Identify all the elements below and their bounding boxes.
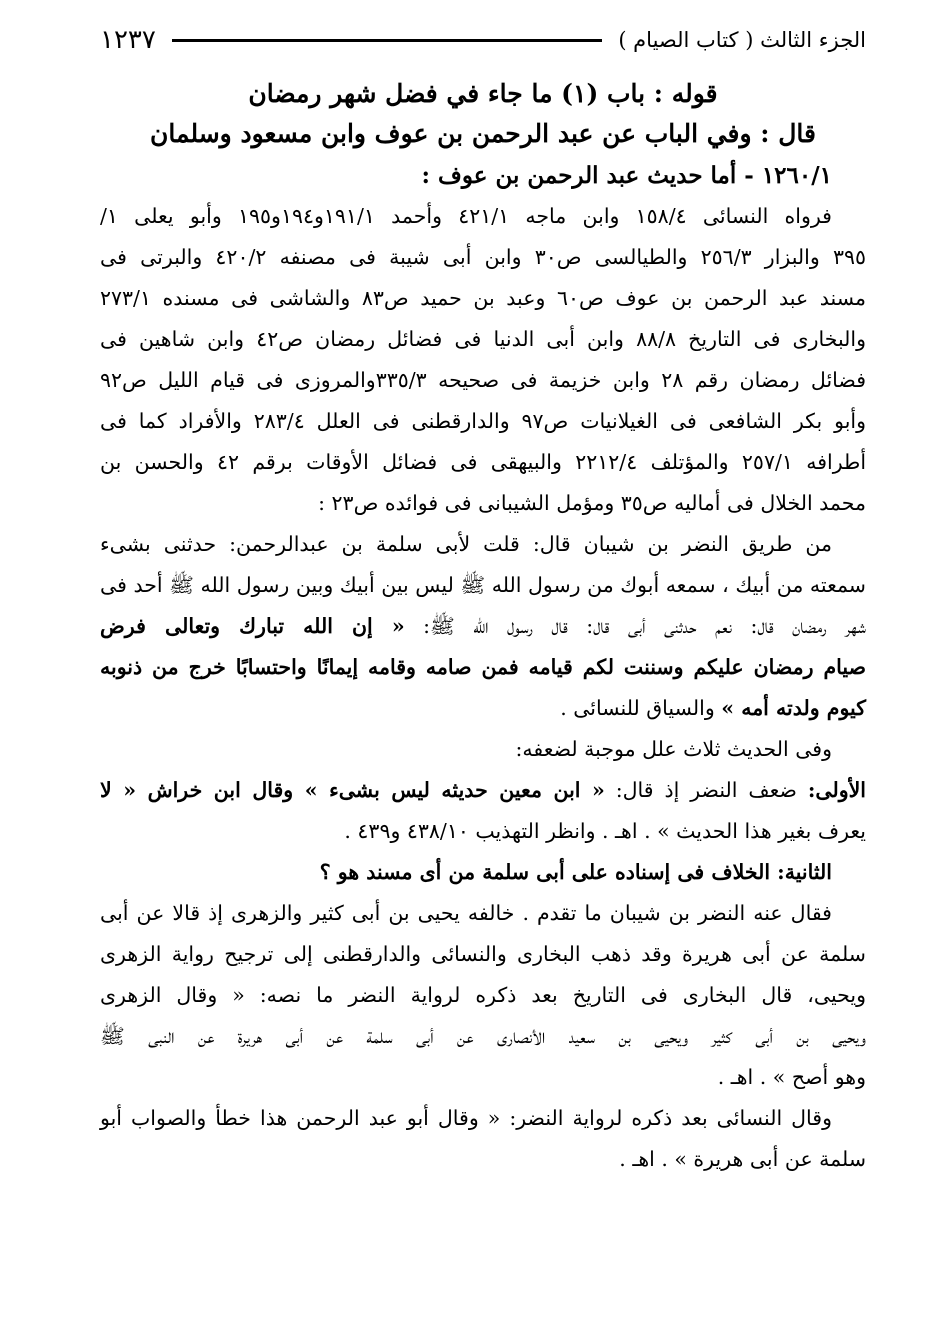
text-line [100, 606, 866, 647]
isnad-text: شهر رمضان قال: نعم حدثنى أبى قال: قال رسول الله ﷺ: [404, 614, 866, 638]
text-line: وقال النسائى بعد ذكره لرواية النضر: « وقال أبو عبد الرحمن هذا خطأ والصواب أبو [100, 1106, 832, 1130]
chapter-subheading: قال : وفي الباب عن عبد الرحمن بن عوف وابن مسعود وسلمان [150, 119, 816, 148]
text-line: من طريق النضر بن شيبان قال: قلت لأبى سلمة بن عبدالرحمن: حدثنى بشىء [100, 532, 832, 556]
first-illa [100, 770, 866, 852]
text-line: يعرف بغير هذا الحديث » . اهـ . وانظر التهذيب ٤٣٨/١٠ و٤٣٩ . [344, 819, 866, 843]
illa-label: الأولى: [807, 778, 866, 802]
page-number: ١٢٣٧ [100, 25, 156, 55]
hadith-matn: « إن الله تبارك وتعالى فرض [100, 614, 405, 638]
text-line: سلمة عن أبى هريرة وقد ذهب البخارى والنسائى والدارقطنى إلى ترجيح رواية الزهرى [100, 942, 866, 966]
text-line [100, 770, 866, 811]
text-line: ويحيى، قال البخارى فى التاريخ بعد ذكره لرواية النضر ما نصه: « وقال الزهرى [100, 983, 866, 1007]
running-header [100, 22, 866, 58]
running-title: الجزء الثالث ( كتاب الصيام ) [618, 28, 866, 52]
hadith-matn: كيوم ولدته أمه » [721, 696, 866, 720]
text-line: والبخارى فى التاريخ ٨٨/٨ وابن أبى الدنيا فى فضائل رمضان ص٤٢ وابن شاهين فى [100, 327, 866, 351]
page-body [100, 74, 866, 1180]
text-line [100, 688, 866, 729]
second-illa-paragraph [100, 893, 866, 1098]
hadith-heading: ١٢٦٠/١ - أما حديث عبد الرحمن بن عوف : [421, 162, 832, 189]
text-line: مسند عبد الرحمن بن عوف ص٦٠ وعبد بن حميد ص٨٣ والشاشى فى مسنده ٢٧٣/١ [100, 286, 866, 310]
text-line: ٣٩٥ والبزار ٢٥٦/٣ والطيالسى ص٣٠ وابن أبى شيبة فى مصنفه ٤٢٠/٢ والبرتى فى [100, 245, 866, 269]
nasai-paragraph [100, 1098, 866, 1180]
illa-text: ضعف النضر إذ قال: [604, 778, 808, 802]
text-line: فقال عنه النضر بن شيبان ما تقدم . خالفه يحيى بن أبى كثير والزهرى إذ قالا عن أبى [100, 901, 832, 925]
text-line: أطرافه ٢٥٧/١ والمؤتلف ٢٢١٢/٤ والبيهقى فى فضائل الأوقات برقم ٤٢ والحسن بن [100, 450, 867, 474]
text-line: سلمة عن أبى هريرة » . اهـ . [619, 1147, 866, 1171]
takhrij-paragraph [100, 196, 866, 524]
chapter-heading: قوله : باب (١) ما جاء في فضل شهر رمضان [248, 79, 718, 108]
isnad-paragraph [100, 524, 866, 729]
source-note: والسياق للنسائى . [560, 696, 722, 720]
text-line: وهو أصح » . اهـ . [717, 1065, 866, 1089]
text-line: ويحيى بن أبى كثير ويحيى بن سعيد الأنصارى عن أبى سلمة عن أبى هريرة عن النبى ﷺ [100, 1024, 866, 1048]
text-line: فضائل رمضان رقم ٢٨ وابن خزيمة فى صحيحه ٣٣٥/٣والمروزى فى قيام الليل ص٩٢ [100, 368, 866, 392]
text-line: محمد الخلال فى أماليه ص٣٥ ومؤمل الشيبانى فى فوائده ص٢٣ : [318, 491, 866, 515]
hadith-matn-line: صيام رمضان عليكم وسننت لكم قيامه فمن صامه وقامه إيمانًا واحتسابًا خرج من ذنوبه [100, 655, 866, 679]
header-rule [172, 39, 602, 42]
illal-intro: وفى الحديث ثلاث علل موجبة لضعفه: [515, 737, 832, 761]
text-line: سمعته من أبيك ، سمعه أبوك من رسول الله ﷺ ليس بين أبيك وبين رسول الله ﷺ أحد فى [100, 573, 866, 597]
text-line: فرواه النسائى ١٥٨/٤ وابن ماجه ٤٢١/١ وأحمد ١٩١/١و١٩٤و١٩٥ وأبو يعلى ١/ [100, 204, 832, 228]
text-line: وأبو بكر الشافعى فى الغيلانيات ص٩٧ والدارقطنى فى العلل ٢٨٣/٤ والأفراد كما فى [100, 409, 867, 433]
second-illa-heading: الثانية: الخلاف فى إسناده على أبى سلمة من أى مسند هو ؟ [319, 860, 832, 884]
illa-quote: « ابن معين حديثه ليس بشىء » وقال ابن خراش « لا [100, 778, 605, 802]
